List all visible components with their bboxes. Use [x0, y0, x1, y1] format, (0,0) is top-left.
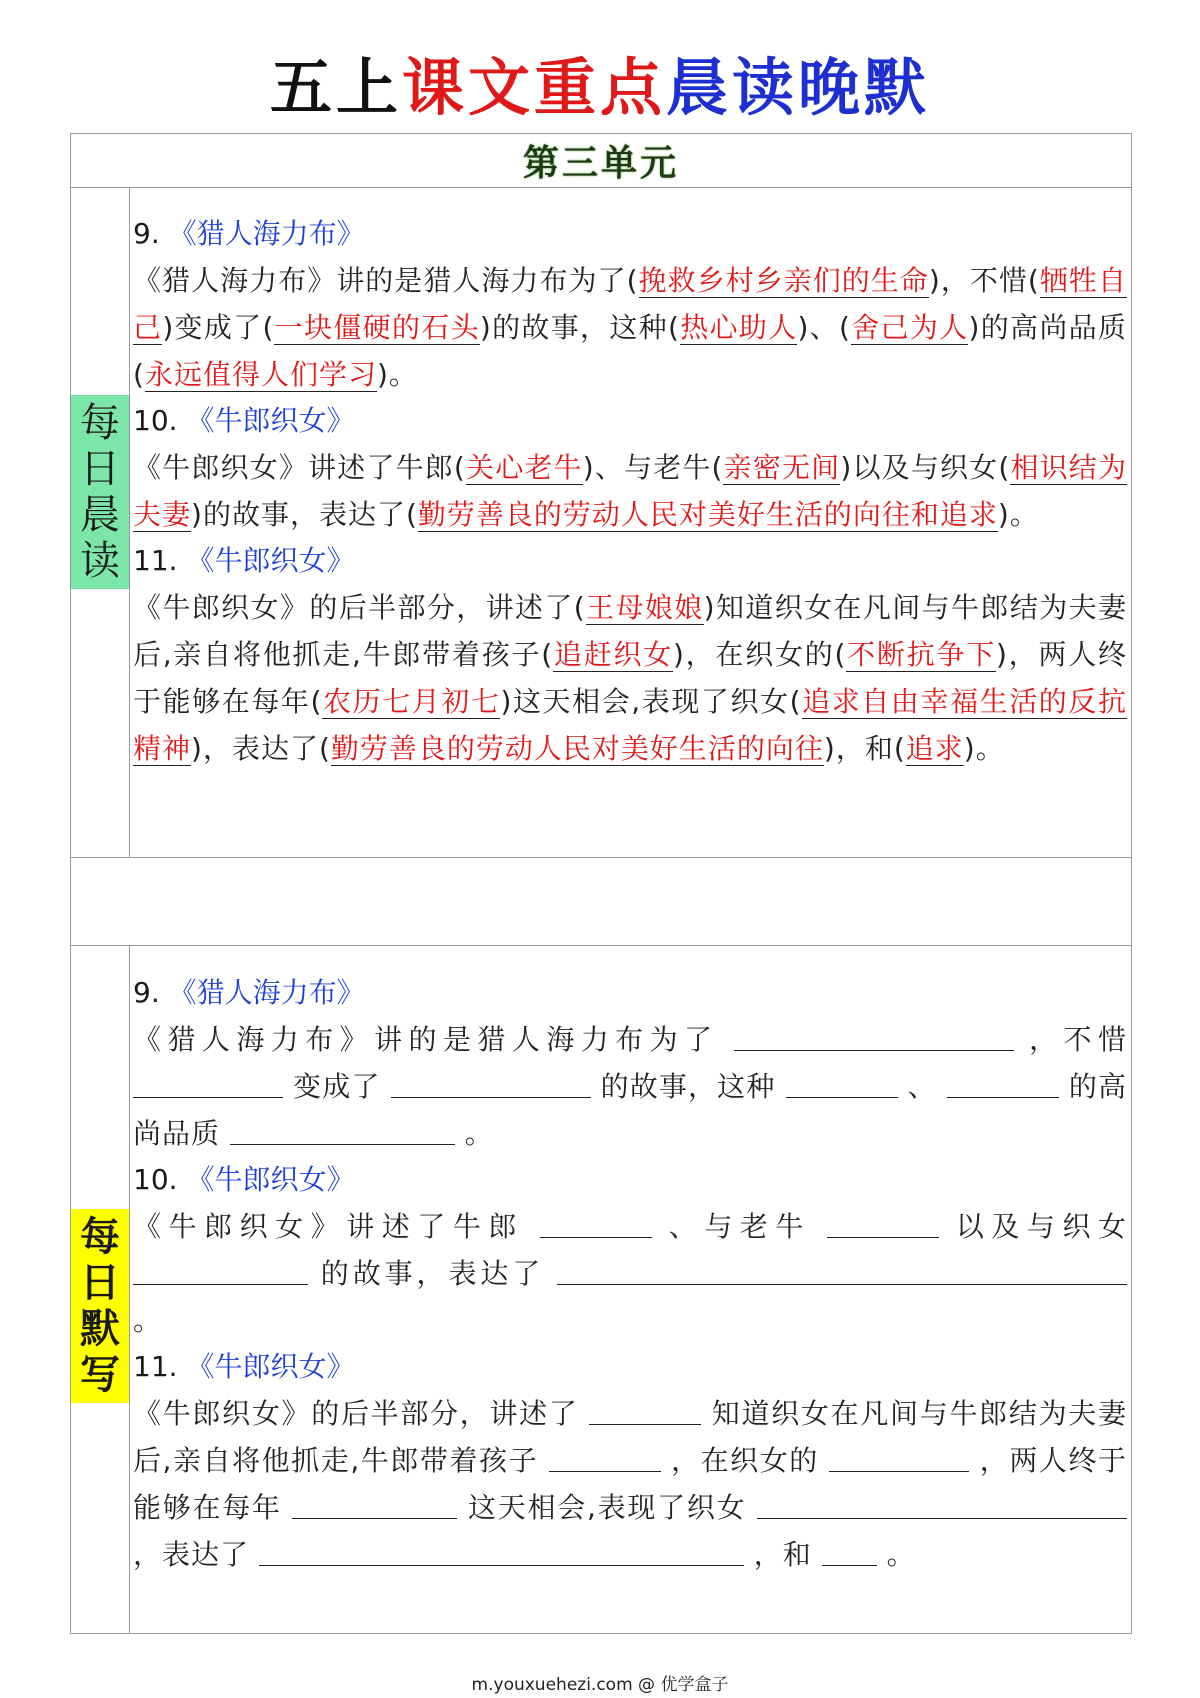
text-segment: )、与老牛( [582, 451, 724, 484]
dictation-text [133, 1016, 1127, 1157]
answer-blank[interactable] [259, 1533, 744, 1566]
item-title [133, 1157, 1127, 1203]
summary-text [133, 584, 1127, 772]
text-segment: ，不惜 [1013, 1023, 1127, 1056]
item-title [133, 211, 1127, 257]
text-segment: 这天相会,表现了织女 [457, 1491, 758, 1524]
answer-blank[interactable] [734, 1018, 1014, 1051]
answer-text: 勤劳善良的劳动人民对美好生活的向往 [330, 732, 824, 765]
text-segment: )，表达了( [191, 732, 331, 765]
evening-dictation-label: 每 日 默 写 [71, 1209, 129, 1403]
text-segment: 的高尚品质 [133, 1070, 1127, 1150]
text-segment: ，两人终于能够在每年 [133, 1444, 1127, 1524]
title-part-1: 五上 [269, 51, 402, 124]
answer-text: 追赶织女 [553, 638, 673, 671]
text-segment: 。 [454, 1117, 494, 1150]
text-segment: 。 [876, 1538, 916, 1571]
item-number: 11. [133, 544, 187, 577]
answer-text: 舍己为人 [850, 311, 969, 344]
answer-blank[interactable] [557, 1252, 1127, 1285]
item-title [133, 398, 1127, 444]
text-segment: 《牛郎织女》讲述了牛郎 [133, 1210, 541, 1243]
text-segment: )以及与织女( [840, 451, 1011, 484]
answer-blank[interactable] [133, 1065, 283, 1098]
answer-blank[interactable] [292, 1486, 457, 1519]
answer-text: 挽救乡村乡亲们的生命 [638, 264, 929, 297]
answer-text: 王母娘娘 [585, 591, 704, 624]
answer-text: 永远值得人们学习 [144, 358, 377, 391]
text-segment: 的故事，表达了 [308, 1257, 557, 1290]
book-title: 《牛郎织女》 [186, 544, 355, 577]
answer-text: 关心老牛 [465, 451, 583, 484]
morning-reading-section [70, 187, 1132, 858]
dictation-text [133, 1390, 1127, 1578]
text-segment: 《牛郎织女》讲述了牛郎( [133, 451, 466, 484]
book-title: 《牛郎织女》 [186, 404, 355, 437]
item-number: 9. [133, 976, 169, 1009]
text-segment: 《牛郎织女》的后半部分，讲述了 [133, 1397, 590, 1430]
evening-dictation-section [70, 945, 1132, 1634]
text-segment: )的故事，表达了( [191, 498, 418, 531]
morning-content [131, 188, 1131, 772]
item-number: 11. [133, 1350, 187, 1383]
answer-blank[interactable] [133, 1252, 308, 1285]
text-segment: )，不惜( [928, 264, 1040, 297]
answer-text: 亲密无间 [723, 451, 841, 484]
answer-blank[interactable] [829, 1439, 969, 1472]
answer-blank[interactable] [549, 1439, 661, 1472]
item-title [133, 1344, 1127, 1390]
text-segment: )，两人终于能够在每年( [133, 638, 1127, 718]
book-title: 《猎人海力布》 [168, 976, 365, 1009]
text-segment: )、( [797, 311, 851, 344]
answer-blank[interactable] [786, 1065, 898, 1098]
page-title [0, 38, 1200, 127]
text-segment: 《猎人海力布》讲的是猎人海力布为了 [133, 1023, 734, 1056]
answer-text: 一块僵硬的石头 [274, 311, 480, 344]
book-title: 《牛郎织女》 [186, 1350, 355, 1383]
item-title [133, 970, 1127, 1016]
evening-content [131, 946, 1131, 1578]
item-number: 10. [133, 404, 187, 437]
answer-blank[interactable] [947, 1065, 1059, 1098]
title-part-2: 课文重点 [401, 51, 666, 124]
book-title: 《猎人海力布》 [168, 217, 365, 250]
text-segment: )这天相会,表现了织女( [500, 685, 802, 718]
answer-blank[interactable] [230, 1112, 455, 1145]
book-title: 《牛郎织女》 [186, 1163, 355, 1196]
text-segment: )，在织女的( [672, 638, 847, 671]
text-segment: ，和 [743, 1538, 822, 1571]
text-segment: )知道织女在凡间与牛郎结为夫妻后,亲自将他抓走,牛郎带着孩子( [133, 591, 1127, 671]
answer-text: 不断抗争下 [846, 638, 996, 671]
text-segment: 《猎人海力布》讲的是猎人海力布为了( [133, 264, 639, 297]
text-segment: 。 [133, 1304, 163, 1337]
footer-source: m.youxuehezi.com @ 优学盒子 [471, 1675, 729, 1695]
text-segment: 《牛郎织女》的后半部分，讲述了( [133, 591, 586, 624]
answer-blank[interactable] [589, 1392, 701, 1425]
unit-header: 第三单元 [70, 133, 1132, 188]
text-segment: )，和( [823, 732, 906, 765]
answer-text: 相识结为夫妻 [133, 451, 1127, 531]
summary-text [133, 257, 1127, 398]
text-segment: )。 [376, 358, 418, 391]
text-segment: 以及与织女 [939, 1210, 1127, 1243]
text-segment: 、 [897, 1070, 947, 1103]
title-part-3: 晨读晚默 [666, 51, 931, 124]
text-segment: )的高尚品质( [133, 311, 1127, 391]
section-divider-row [70, 857, 1132, 946]
answer-blank[interactable] [540, 1205, 652, 1238]
text-segment: )的故事，这种( [479, 311, 680, 344]
item-number: 9. [133, 217, 169, 250]
answer-text: 追求 [905, 732, 964, 765]
answer-blank[interactable] [391, 1065, 591, 1098]
answer-blank[interactable] [827, 1205, 939, 1238]
evening-label-column [71, 946, 130, 1633]
answer-text: 勤劳善良的劳动人民对美好生活的向往和追求 [417, 498, 998, 531]
text-segment: )。 [963, 732, 1005, 765]
morning-label-column [71, 188, 130, 857]
text-segment: ，在织女的 [660, 1444, 830, 1477]
answer-blank[interactable] [757, 1486, 1127, 1519]
text-segment: )变成了( [162, 311, 275, 344]
answer-text: 追求自由幸福生活的反抗精神 [133, 685, 1127, 765]
morning-reading-label: 每 日 晨 读 [71, 395, 129, 589]
text-segment: ，表达了 [133, 1538, 259, 1571]
answer-text: 热心助人 [679, 311, 798, 344]
item-title [133, 538, 1127, 584]
answer-blank[interactable] [822, 1533, 877, 1566]
text-segment: 知道织女在凡间与牛郎结为夫妻后,亲自将他抓走,牛郎带着孩子 [133, 1397, 1127, 1477]
text-segment: 、与老牛 [652, 1210, 828, 1243]
text-segment: )。 [997, 498, 1039, 531]
item-number: 10. [133, 1163, 187, 1196]
text-segment: 变成了 [283, 1070, 391, 1103]
dictation-text [133, 1203, 1127, 1344]
answer-text: 农历七月初七 [322, 685, 501, 718]
summary-text [133, 444, 1127, 538]
answer-text: 牺牲自己 [133, 264, 1127, 344]
text-segment: 的故事，这种 [590, 1070, 786, 1103]
